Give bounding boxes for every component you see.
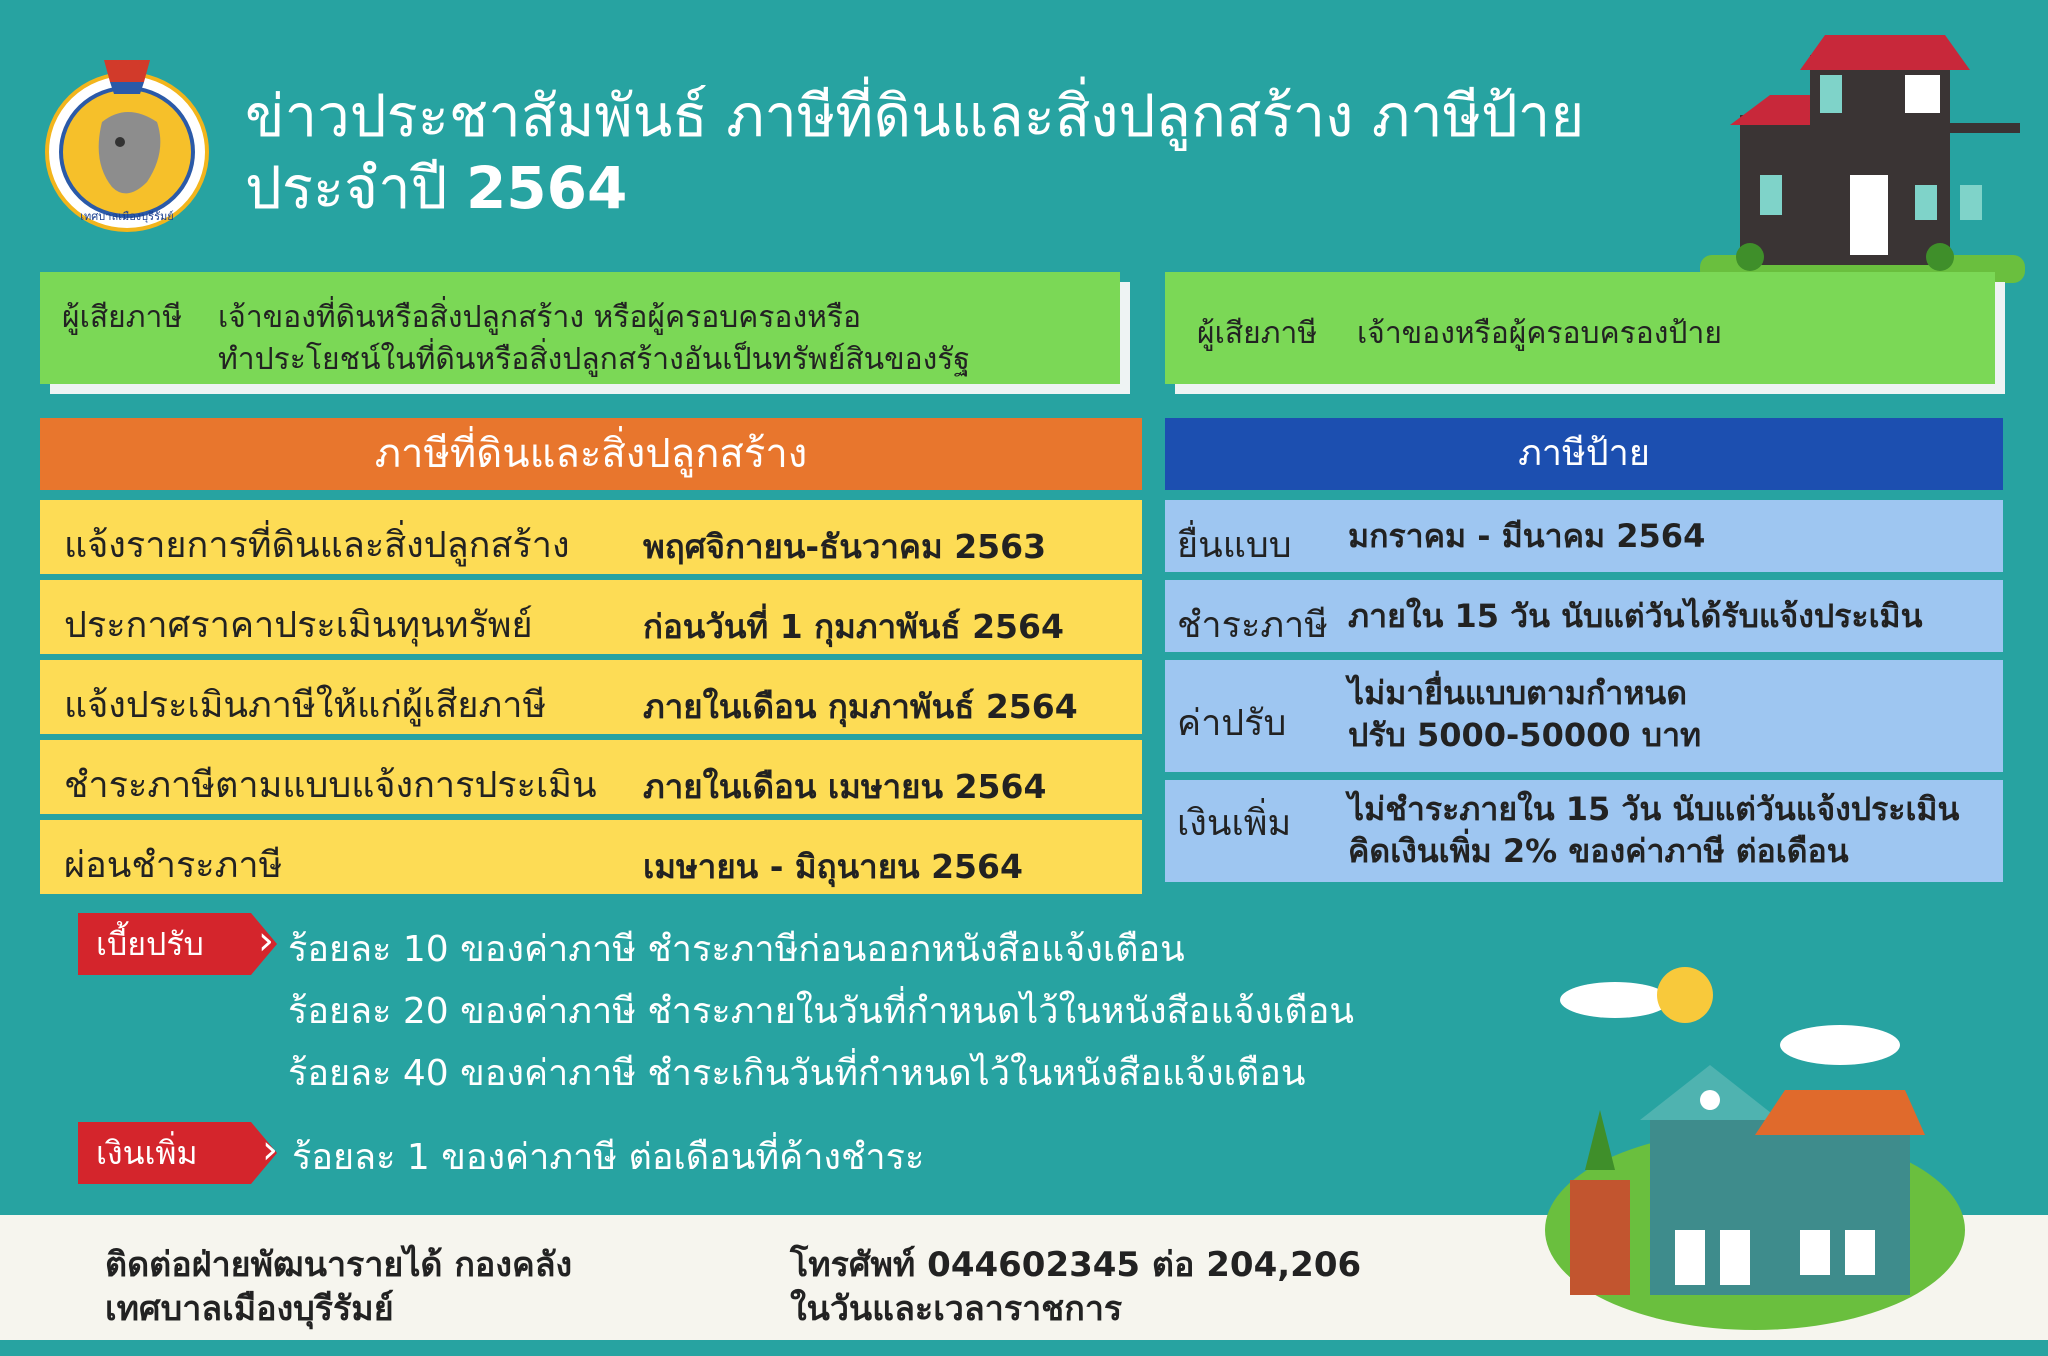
row-label: ชำระภาษีตามแบบแจ้งการประเมิน	[64, 765, 597, 806]
chevron-right-icon: ›	[258, 918, 274, 964]
penalty-line: ร้อยละ 20 ของค่าภาษี ชำระภายในวันที่กำหนดไว้ในหนังสือแจ้งเตือน	[288, 991, 1355, 1032]
title-line1: ข่าวประชาสัมพันธ์ ภาษีที่ดินและสิ่งปลูกสร้าง ภาษีป้าย	[245, 82, 1585, 150]
row-value: พฤศจิกายน-ธันวาคม 2563	[643, 527, 1047, 566]
row-label: เงินเพิ่ม	[1177, 803, 1292, 844]
row-label: แจ้งรายการที่ดินและสิ่งปลูกสร้าง	[64, 525, 570, 566]
taxpayer-lead: ผู้เสียภาษี	[1197, 316, 1318, 351]
sign-tax-row	[1165, 500, 2003, 572]
row-value	[1348, 788, 1959, 872]
row-value: มกราคม - มีนาคม 2564	[1348, 517, 1706, 555]
surcharge-line: ร้อยละ 1 ของค่าภาษี ต่อเดือนที่ค้างชำระ	[292, 1137, 925, 1178]
row-value-line2: คิดเงินเพิ่ม 2% ของค่าภาษี ต่อเดือน	[1348, 832, 1849, 870]
land-tax-row	[40, 660, 1142, 734]
row-value: ภายใน 15 วัน นับแต่วันได้รับแจ้งประเมิน	[1348, 597, 1923, 635]
title-line2	[245, 152, 1584, 224]
municipality-logo	[42, 42, 212, 232]
row-value: ภายในเดือน กุมภาพันธ์ 2564	[643, 687, 1078, 726]
sign-tax-heading: ภาษีป้าย	[1165, 418, 2003, 490]
sign-tax-row	[1165, 660, 2003, 772]
penalty-tag: เบี้ยปรับ	[78, 913, 251, 975]
row-label: แจ้งประเมินภาษีให้แก่ผู้เสียภาษี	[64, 685, 547, 726]
row-label: ชำระภาษี	[1177, 605, 1328, 646]
page-title	[245, 80, 1584, 224]
penalty-line: ร้อยละ 10 ของค่าภาษี ชำระภาษีก่อนออกหนังสือแจ้งเตือน	[288, 929, 1185, 970]
land-tax-row	[40, 580, 1142, 654]
penalty-line: ร้อยละ 40 ของค่าภาษี ชำระเกินวันที่กำหนดไว้ในหนังสือแจ้งเตือน	[288, 1053, 1306, 1094]
row-value-line1: ไม่มายื่นแบบตามกำหนด	[1348, 674, 1688, 712]
row-value	[1348, 672, 1701, 756]
surcharge-tag: เงินเพิ่ม	[78, 1122, 251, 1184]
phone: โทรศัพท์ 044602345 ต่อ 204,206	[790, 1245, 1362, 1285]
taxpayer-lead: ผู้เสียภาษี	[62, 300, 183, 335]
office-hours: ในวันและเวลาราชการ	[790, 1289, 1123, 1329]
contact-line1: ติดต่อฝ่ายพัฒนารายได้ กองคลัง	[105, 1245, 573, 1285]
land-tax-row	[40, 820, 1142, 894]
row-label: ยื่นแบบ	[1177, 525, 1292, 566]
row-value: เมษายน - มิถุนายน 2564	[643, 847, 1023, 886]
row-value-line1: ไม่ชำระภายใน 15 วัน นับแต่วันแจ้งประเมิน	[1348, 790, 1960, 828]
sign-tax-row	[1165, 780, 2003, 882]
row-label: ค่าปรับ	[1177, 703, 1287, 744]
taxpayer-land-line2: ทำประโยชน์ในที่ดินหรือสิ่งปลูกสร้างอันเป็นทรัพย์สินของรัฐ	[218, 342, 970, 377]
land-tax-row	[40, 500, 1142, 574]
row-value: ภายในเดือน เมษายน 2564	[643, 767, 1047, 806]
taxpayer-land-box	[40, 272, 1120, 384]
row-value-line2: ปรับ 5000-50000 บาท	[1348, 716, 1702, 754]
chevron-right-icon: ›	[262, 1127, 278, 1173]
logo-text: เทศบาลเมืองบุรีรัมย์	[80, 210, 174, 223]
sign-tax-row	[1165, 580, 2003, 652]
row-label: ประกาศราคาประเมินทุนทรัพย์	[64, 605, 533, 646]
land-tax-row	[40, 740, 1142, 814]
contact-line2: เทศบาลเมืองบุรีรัมย์	[105, 1289, 394, 1329]
row-value: ก่อนวันที่ 1 กุมภาพันธ์ 2564	[643, 607, 1064, 646]
taxpayer-sign-box	[1165, 272, 1995, 384]
title-year: 2564	[465, 154, 628, 222]
taxpayer-sign-line1: เจ้าของหรือผู้ครอบครองป้าย	[1357, 316, 1722, 351]
house-illustration-bottom	[1540, 960, 1970, 1350]
title-prefix: ประจำปี	[245, 154, 448, 222]
taxpayer-land-line1: เจ้าของที่ดินหรือสิ่งปลูกสร้าง หรือผู้ครอบครองหรือ	[218, 300, 862, 335]
land-tax-heading: ภาษีที่ดินและสิ่งปลูกสร้าง	[40, 418, 1142, 490]
row-label: ผ่อนชำระภาษี	[64, 845, 283, 886]
house-illustration	[1690, 25, 2035, 290]
